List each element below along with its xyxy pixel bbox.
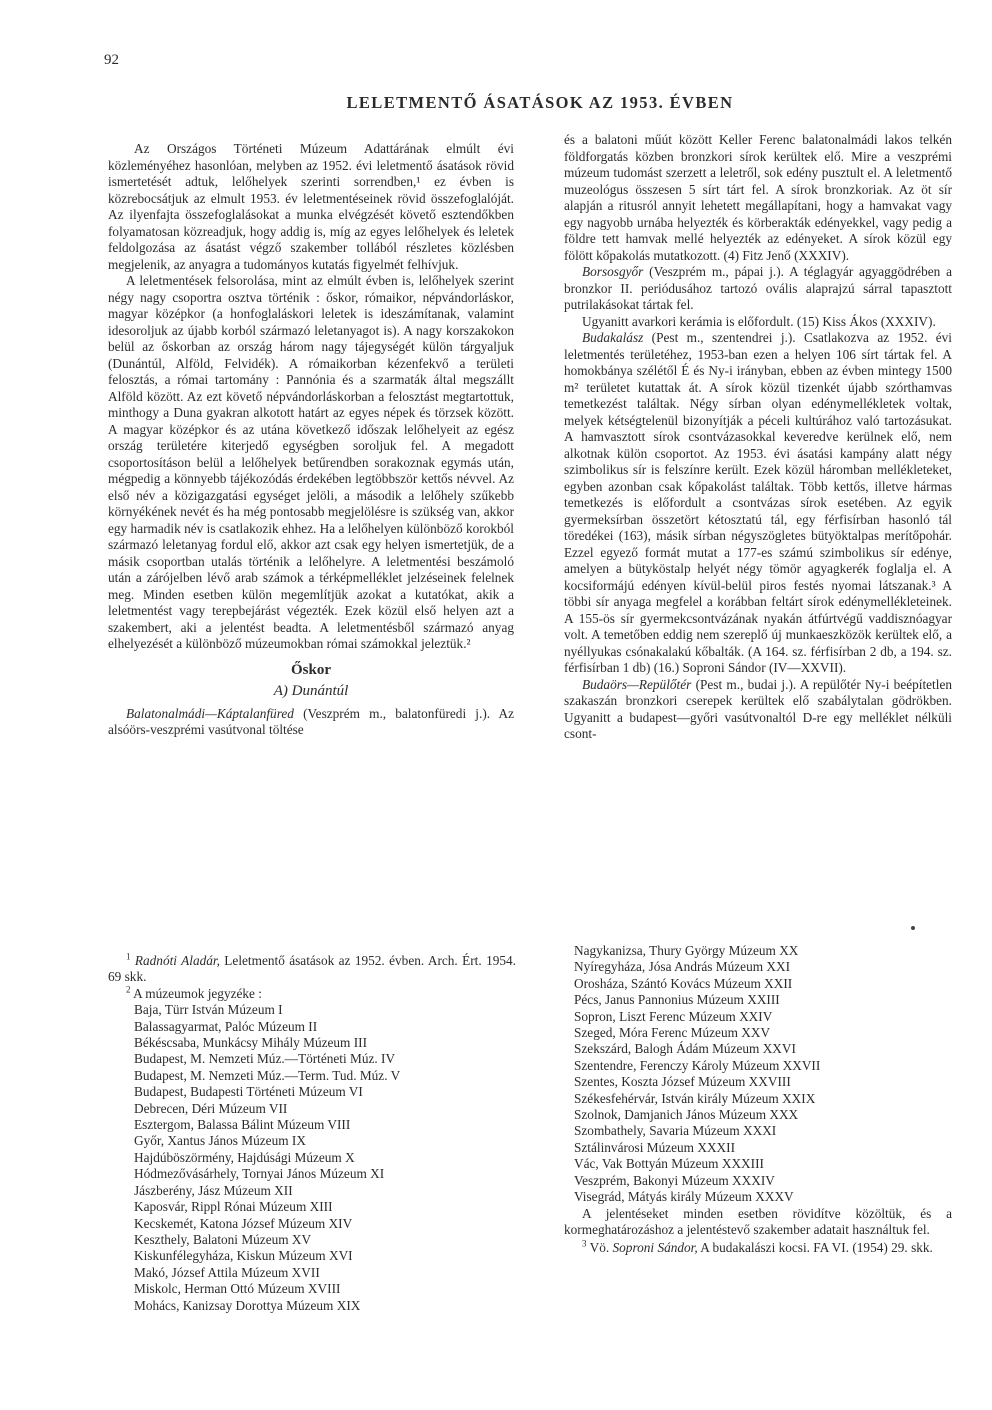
museum-list-item: Szentes, Koszta József Múzeum XXVIII <box>574 1074 791 1090</box>
museum-list-item: Budapest, M. Nemzeti Múz.—Történeti Múz. IV <box>134 1051 396 1067</box>
entry-budakalasz <box>564 330 952 677</box>
museum-list-item: Sztálinvárosi Múzeum XXXII <box>574 1139 736 1155</box>
museum-list-item: Sopron, Liszt Ferenc Múzeum XXIV <box>574 1008 773 1024</box>
museum-list-item: Szeged, Móra Ferenc Múzeum XXV <box>574 1025 771 1041</box>
footnote-1-author: Radnóti Aladár, <box>134 953 220 968</box>
museum-list-item: Budapest, M. Nemzeti Múz.—Term. Tud. Múz. V <box>134 1067 401 1083</box>
entry-text: (Pest m., budai j.). A repülőtér Ny-i beépítetlen szakaszán bronzkori cserepek kerültek elő szabálytalan gödrökben. Ugyanitt a budapest—győri vasútvonaltól D-re egy melléklet nélküli csont- <box>564 676 952 741</box>
footnote-3-author: Soproni Sándor, <box>612 1240 698 1256</box>
footnote-2-intro: A múzeumok jegyzéke : <box>133 985 262 1001</box>
museum-list-item: Mohács, Kanizsay Dorottya Múzeum XIX <box>134 1297 361 1313</box>
entry-budaors <box>564 677 952 743</box>
museum-list-item: Debrecen, Déri Múzeum VII <box>134 1100 288 1116</box>
museum-list-item: Keszthely, Balatoni Múzeum XV <box>134 1231 312 1247</box>
subsection-heading: A) Dunántúl <box>273 683 349 699</box>
footnote-1-text: Leletmentő ásatások az 1952. évben. Arch. Ért. 1954. 69 skk. <box>108 953 516 985</box>
museum-list-item: Kiskunfélegyháza, Kiskun Múzeum XVI <box>134 1248 353 1264</box>
entry-balatonalmadi <box>108 706 514 739</box>
museum-list-item: Esztergom, Balassa Bálint Múzeum VIII <box>134 1117 351 1133</box>
museum-list-item: Hódmezővásárhely, Tornyai János Múzeum XI <box>134 1166 385 1182</box>
museum-list-item: Kaposvár, Rippl Rónai Múzeum XIII <box>134 1199 333 1215</box>
museum-list-item: Kecskemét, Katona József Múzeum XIV <box>134 1215 353 1231</box>
museum-list-item: Miskolc, Herman Ottó Múzeum XVIII <box>134 1281 341 1297</box>
right-paragraph-3: Ugyanitt avarkori kerámia is előfordult. (15) Kiss Ákos (XXXIV). <box>582 313 936 329</box>
museum-list-item: Visegrád, Mátyás király Múzeum XXXV <box>574 1189 794 1205</box>
museum-list-item: Budapest, Budapesti Történeti Múzeum VI <box>134 1084 363 1100</box>
museum-list-item: Balassagyarmat, Palóc Múzeum II <box>134 1018 318 1034</box>
museum-list-item: Székesfehérvár, István király Múzeum XXIX <box>574 1090 816 1106</box>
museum-list-item: Orosháza, Szántó Kovács Múzeum XXII <box>574 975 793 991</box>
entry-title: Budaörs—Repülőtér <box>582 676 692 692</box>
footnote-1: $^1$ Radnóti Aladár, Leletmentő ásatások az 1952. évben. Arch. Ért. 1954. 69 skk. <box>108 951 516 985</box>
museum-list-item: Veszprém, Bakonyi Múzeum XXXIV <box>574 1172 775 1188</box>
entry-text: (Veszprém m., pápai j.). A téglagyár agyaggödrében a bronzkor II. periódusához tartozó ovális alaprajzú sárral tapasztott putrilakásokat tártak fel. <box>564 264 952 312</box>
museum-list-right <box>564 943 952 1206</box>
museum-list-item: Békéscsaba, Munkácsy Mihály Múzeum III <box>134 1035 368 1051</box>
museum-list-item: Jászberény, Jász Múzeum XII <box>134 1182 293 1198</box>
section-heading: Őskor <box>290 661 331 678</box>
museum-list-item: Pécs, Janus Pannonius Múzeum XXIII <box>574 992 780 1008</box>
left-column <box>108 141 514 739</box>
museum-list-item: Hajdúböszörmény, Hajdúsági Múzeum X <box>134 1149 355 1165</box>
museum-list-item: Nyíregyháza, Jósa András Múzeum XXI <box>574 959 791 975</box>
museum-list-item: Szekszárd, Balogh Ádám Múzeum XXVI <box>574 1041 796 1057</box>
entry-text: (Veszprém m., balatonfüredi j.). Az alsóörs-veszprémi vasútvonal töltése <box>108 705 514 737</box>
closing-note: A jelentéseket minden esetben rövidítve közöltük, és a kormeghatározáshoz a jelentéstevő szakember adatait használtuk fel. <box>564 1205 952 1237</box>
entry-borsosgyor <box>564 264 952 314</box>
footnote-3: $^3$ Vö. Soproni Sándor, A budakalászi kocsi. FA VI. (1954) 29. skk. <box>582 1238 933 1256</box>
footnote-3-prefix: Vö. <box>589 1240 613 1256</box>
museum-list-item: Vác, Vak Bottyán Múzeum XXXIII <box>574 1156 764 1172</box>
museum-list-item: Baja, Türr István Múzeum I <box>134 1002 283 1018</box>
intro-paragraph-1: Az Országos Történeti Múzeum Adattárának elmúlt évi közleményéhez hasonlóan, melyben az 1952. évi leletmentő ásatások rövid ismertetését adtuk, lelőhelyek szerinti sorrendben,¹ ez évben is közrebocsátjuk az elmult 1953. év leletmentéseinek rövid összefoglalóját. Az ilyenfajta összefoglalásokat a munka elvégzését követő esztendőkben folyamatosan közreadjuk, hogy addig is, míg az egyes lelőhelyek és leletek feldolgozása az ásatást végző szakember tollából részletes közlésben megjelenik, az anyagra a tudományos kutatás figyelmét felhívjuk. <box>108 141 514 272</box>
museum-list-item: Szombathely, Savaria Múzeum XXXI <box>574 1123 777 1139</box>
right-column <box>564 132 952 743</box>
entry-title: Budakalász <box>582 330 644 345</box>
footnotes-right <box>564 943 952 1257</box>
right-paragraph-1: és a balatoni műút között Keller Ferenc balatonalmádi lakos telkén földforgatás közben bronzkori sírok kerültek elő. Mire a veszprémi múzeum tudomást szerzett a leletről, sok edény pusztult el. A leletmentő muzeológus összesen 5 sírt tárt fel. A sírok bronzkoriak. Az öt sír alapján a ritusról annyit lehetett megállapítani, hogy a hamvakat vagy egy nagyobb urnába helyezték és körberakták edényekkel, vagy pedig a földre tett hamvak mellé helyezték az edényeket. A sírok közül egy fölött kőpakolás mutatkozott. (4) Fitz Jenő (XXXIV). <box>564 132 952 263</box>
page-number: 92 <box>104 52 119 68</box>
museum-list-item: Szolnok, Damjanich János Múzeum XXX <box>574 1107 799 1123</box>
museum-list-item: Makó, József Attila Múzeum XVII <box>134 1264 320 1280</box>
footnotes-left <box>108 953 516 1314</box>
museum-list-item: Nagykanizsa, Thury György Múzeum XX <box>574 943 799 958</box>
museum-list-item: Szentendre, Ferenczy Károly Múzeum XXVII <box>574 1057 821 1073</box>
museum-list-item: Győr, Xantus János Múzeum IX <box>134 1133 306 1149</box>
entry-text: (Pest m., szentendrei j.). Csatlakozva az 1952. évi leletmentés területéhez, 1953-ban ezen a helyen 106 sírt tártak fel. A homokbánya szélétől É és Ny-i irányban, ebben az évben mintegy 1500 m² területet kutattak át. A sírok közül tizenkét újabb szórthamvas temetkezést találtak. Négy sírban olyan edénymellékletek voltak, melyek kétségtelenül bizonyítják a péceli kultúrához való tartozásukat. A hamvasztott sírok csontvázasokkal keveredve kerülnek elő, nem alkotnak külön csoportot. Az 1953. évi ásatási kampány alatt négy szimbolikus sír is felszínre került. Ezek közül háromban mellékleteket, egyben azonban csak kőpakolást találtak. Több kettős, illetve hármas temetkezés is előfordult a csontvázas sírok esetében. Az egyik gyermeksírban összetört kétosztatú tál, egy férfisírban hasonló tál töredékei (163), másik sírban négyszögletes bütyöktalpas merítőpohár. Ezzel egyező formát mutat a 177-es számú szimbolikus sír edénye, amelyen a bütyköstalp helyét négy tömör agyagkerék foglalja el. A kocsiformájú edényen kívül-belül piros festés nyomai látszanak.³ A többi sír anyaga megfelel a korábban feltárt sírok edénymellékleteinek. A 155-ös sír gyermekcsontvázának nyakán átfúrtvégű vaddisznóagyar volt. A temetőben eddig nem szereplő új munkaeszközök kerültek elő, a nyéllyukas csónakalakú kőbalták. (A 164. sz. férfisírban 2 db, a 194. sz. férfisírban 1 db) (16.) Soproni Sándor (IV—XXVII). <box>564 330 952 675</box>
entry-title: Balatonalmádi—Káptalanfüred <box>126 705 294 721</box>
bullet-dot <box>911 926 915 930</box>
intro-paragraph-2: A leletmentések felsorolása, mint az elmúlt évben is, lelőhelyek szerint négy nagy csoportra osztva történik : őskor, rómaikor, népvándorláskor, magyar középkor (a honfoglaláskori leletek is ideszámítanak, valamint idesoroljuk az újabb korból származó leletanyagot is). A nagy korszakokon belül az őskorban az ország három nagy tájegységét külön tárgyaljuk (Dunántúl, Alföld, Felvidék). A rómaikorban kézenfekvő a területi felosztás, a római tartomány : Pannónia és a szarmaták által megszállt Alföld között. Az ezt követő népvándorláskorban a felosztást megtartottuk, minthogy a Duna gyakran alkotott határt az egyes népek és törzsek között. A magyar középkor és az utána következő időszak lelőhelyeit az egész ország területére kiterjedő egységben soroljuk fel. A megadott csoportosításon belül a lelőhelyek betűrendben sorakoznak egymás után, mégpedig a könnyebb tájékozódás érdekében legtöbbször kettős névvel. Az első név a közigazgatási egységet jelöli, a második a lelőhely szűkebb környékének nevét és ha még pontosabb megjelölésre is szükség van, akkor egy harmadik név is csatlakozik ehhez. Ha a lelőhelyen különböző korokból származó leletanyag fordul elő, akkor azt csak egy helyen ismertetjük, de a másik csoportban utalás történik a lelőhelyre. A leletmentési beszámoló után a zárójelben lévő arab számok a térképmelléklet jelzéseinek felelnek meg. Minden esetben külön megemlítjük azokat a kutatókat, akik a leletmentést vagy terepbejárást végezték. Ezek közül első helyen azt a szakembert, aki a jelentést beadta. A leletmentésből származó anyag elhelyezését a különböző múzeumokban római számokkal jeleztük.² <box>108 273 514 651</box>
museum-list-left <box>108 1002 516 1314</box>
article-title: LELETMENTŐ ÁSATÁSOK AZ 1953. ÉVBEN <box>346 93 734 112</box>
entry-title: Borsosgyőr <box>582 264 644 279</box>
footnote-3-text: A budakalászi kocsi. FA VI. (1954) 29. skk. <box>697 1240 933 1256</box>
footnote-2: $^2$ A múzeumok jegyzéke : <box>126 984 262 1001</box>
